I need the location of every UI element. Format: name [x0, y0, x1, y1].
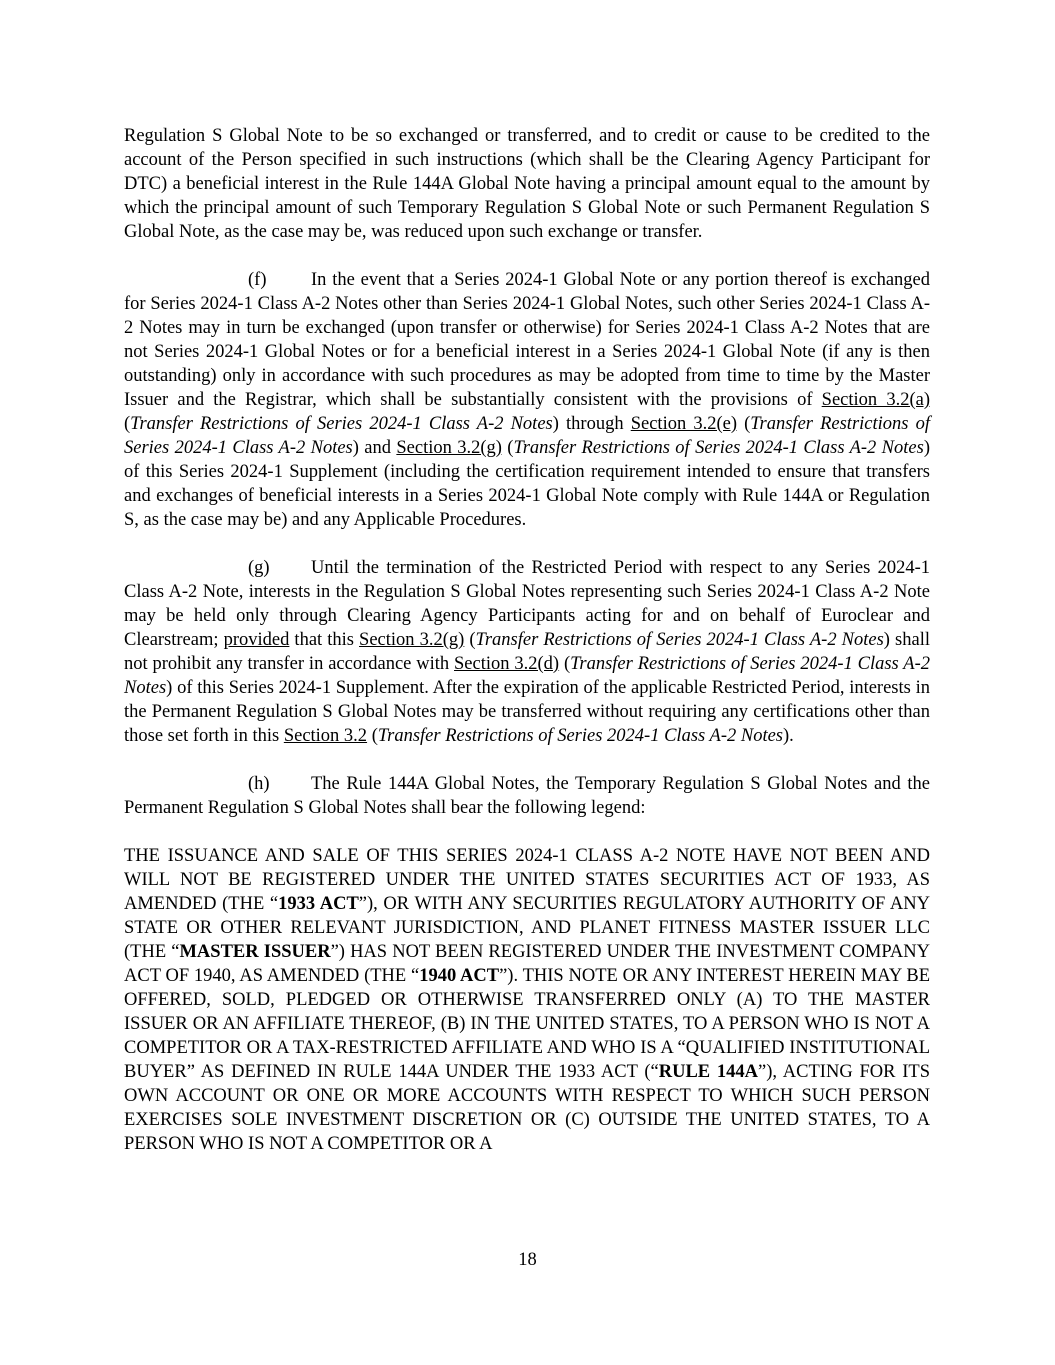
section-reference: Section 3.2(d) [454, 654, 560, 674]
page-number: 18 [518, 1250, 537, 1270]
section-reference: Section 3.2(e) [630, 414, 737, 434]
paragraph-h: (h) The Rule 144A Global Notes, the Temporary Regulation S Global Notes and the Permanent Regulation S Global Notes shall bear the following legend: [124, 774, 930, 818]
defined-term: RULE 144A [658, 1062, 759, 1082]
section-reference: Section 3.2(g) [396, 438, 502, 458]
section-reference: Section 3.2 [283, 726, 368, 746]
section-reference: Section 3.2(g) [359, 630, 465, 650]
paragraph-label: (h) [248, 774, 270, 794]
paragraph-f: (f) In the event that a Series 2024-1 Global Note or any portion thereof is exchanged for Series 2024-1 Class A-2 Notes other than Series 2024-1 Global Notes, such other Series 2024-1 Class A-2 Notes may in turn be exchanged (upon transfer or otherwise) for Series 2024-1 Class A-2 Notes that are not Series 2024-1 Global Notes or for a beneficial interest in a Series 2024-1 Global Note (if any is then outstanding) only in accordance with such procedures as may be adopted from time to time by the Master Issuer and the Registrar, which shall be substantially consistent with the provisions of Section 3.2(a) (Transfer Restrictions of Series 2024-1 Class A-2 Notes) through Section 3.2(e) (Transfer Restrictions of Series 2024-1 Class A-2 Notes) and Section 3.2(g) (Transfer Restrictions of Series 2024-1 Class A-2 Notes) of this Series 2024-1 Supplement (including the certification requirement intended to ensure that transfers and exchanges of beneficial interests in a Series 2024-1 Global Note comply with Rule 144A or Regulation S, as the case may be) and any Applicable Procedures. [124, 270, 930, 530]
section-title: Transfer Restrictions of Series 2024-1 Class A-2 Notes [124, 414, 930, 458]
section-title: Transfer Restrictions of Series 2024-1 Class A-2 Notes [130, 414, 553, 434]
paragraph-e-continuation: Regulation S Global Note to be so exchanged or transferred, and to credit or cause to be credited to the account of the Person specified in such instructions (which shall be the Clearing Agency Participant for DTC) a beneficial interest in the Rule 144A Global Note having a principal amount equal to the amount by which the principal amount of such Temporary Regulation S Global Note or such Permanent Regulation S Global Note, as the case may be, was reduced upon such exchange or transfer. [124, 126, 930, 242]
provided-term: provided [223, 630, 290, 650]
section-title: Transfer Restrictions of Series 2024-1 Class A-2 Notes [513, 438, 924, 458]
legend-text: THE ISSUANCE AND SALE OF THIS SERIES 2024-1 CLASS A-2 NOTE HAVE NOT BEEN AND WILL NOT BE REGISTERED UNDER THE UNITED STATES SECURITIES ACT OF 1933, AS AMENDED (THE “1933 ACT”), OR WITH ANY SECURITIES REGULATORY AUTHORITY OF ANY STATE OR OTHER RELEVANT JURISDICTION, AND PLANET FITNESS MASTER ISSUER LLC (THE “MASTER ISSUER”) HAS NOT BEEN REGISTERED UNDER THE INVESTMENT COMPANY ACT OF 1940, AS AMENDED (THE “1940 ACT”). THIS NOTE OR ANY INTEREST HEREIN MAY BE OFFERED, SOLD, PLEDGED OR OTHERWISE TRANSFERRED ONLY (A) TO THE MASTER ISSUER OR AN AFFILIATE THEREOF, (B) IN THE UNITED STATES, TO A PERSON WHO IS NOT A COMPETITOR OR A TAX-RESTRICTED AFFILIATE AND WHO IS A “QUALIFIED INSTITUTIONAL BUYER” AS DEFINED IN RULE 144A UNDER THE 1933 ACT (“RULE 144A”), ACTING FOR ITS OWN ACCOUNT OR ONE OR MORE ACCOUNTS WITH RESPECT TO WHICH SUCH PERSON EXERCISES SOLE INVESTMENT DISCRETION OR (C) OUTSIDE THE UNITED STATES, TO A PERSON WHO IS NOT A COMPETITOR OR A [124, 846, 930, 1154]
document-page [124, 124, 930, 1180]
paragraph-g: (g) Until the termination of the Restricted Period with respect to any Series 2024-1 Class A-2 Note, interests in the Regulation S Global Notes representing such Series 2024-1 Class A-2 Note may be held only through Clearing Agency Participants acting for and on behalf of Euroclear and Clearstream; provided that this Section 3.2(g) (Transfer Restrictions of Series 2024-1 Class A-2 Notes) shall not prohibit any transfer in accordance with Section 3.2(d) (Transfer Restrictions of Series 2024-1 Class A-2 Notes) of this Series 2024-1 Supplement. After the expiration of the applicable Restricted Period, interests in the Permanent Regulation S Global Notes may be transferred without requiring any certifications other than those set forth in this Section 3.2 (Transfer Restrictions of Series 2024-1 Class A-2 Notes). [124, 558, 930, 746]
defined-term: MASTER ISSUER [179, 942, 331, 962]
defined-term: 1940 ACT [419, 966, 500, 986]
section-title: Transfer Restrictions of Series 2024-1 Class A-2 Notes [475, 630, 884, 650]
section-title: Transfer Restrictions of Series 2024-1 Class A-2 Notes [377, 726, 783, 746]
section-reference: Section 3.2(a) [821, 390, 930, 410]
defined-term: 1933 ACT [278, 894, 359, 914]
paragraph-label: (g) [248, 558, 270, 578]
section-title: Transfer Restrictions of Series 2024-1 Class A-2 Notes [124, 654, 930, 698]
paragraph-label: (f) [248, 270, 267, 290]
